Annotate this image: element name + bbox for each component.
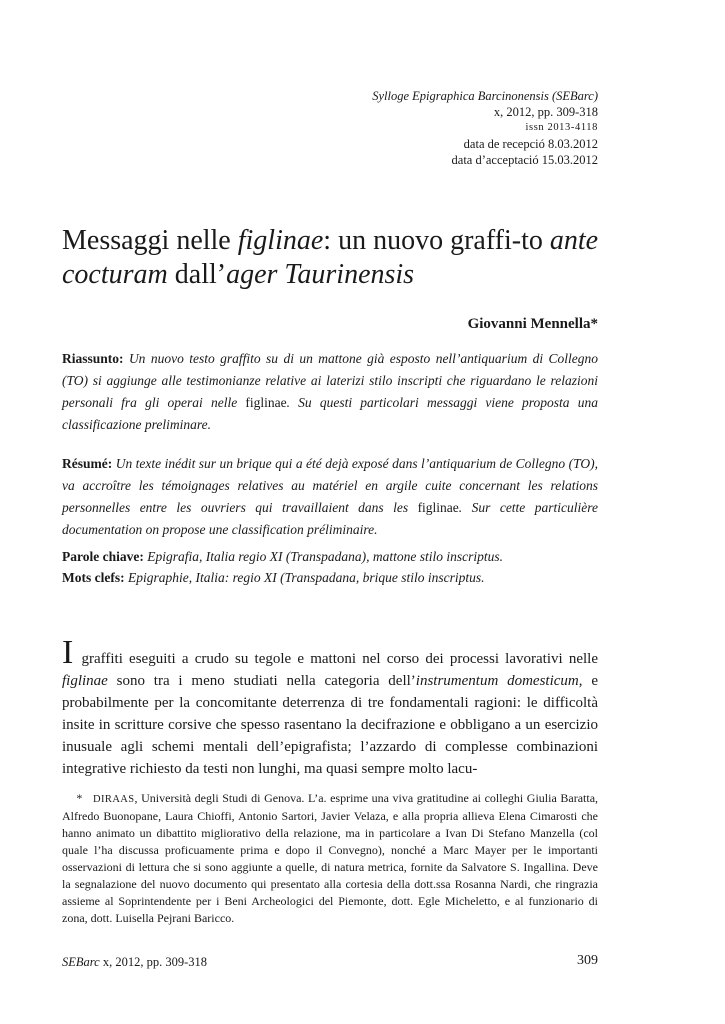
- keywords-label: Mots clefs: [62, 570, 121, 585]
- body-italic: figlinae: [62, 673, 108, 689]
- title-text: Messaggi nelle: [62, 225, 238, 256]
- title-text: : un nuovo graffi-to: [323, 225, 550, 256]
- footnote-org: DIRAAS: [93, 794, 135, 805]
- body-text: sono tra i meno studiati nella categoria dell’: [107, 673, 416, 689]
- journal-issn: issn 2013-4118: [525, 122, 598, 133]
- keywords-italian: Parole chiave: Epigrafia, Italia regio XI (Transpadana), mattone stilo inscriptus.: [62, 549, 503, 564]
- title-italic: ager Taurinensis: [226, 259, 415, 290]
- abstract-term: figlinae: [417, 500, 459, 515]
- keywords-french: Mots clefs: Epigraphie, Italia: regio XI (Transpadana, brique stilo inscriptus.: [62, 570, 485, 585]
- footer-journal: SEBarc: [62, 955, 100, 969]
- keywords-text: Epigrafia, Italia regio XI (Transpadana), mattone stilo inscriptus.: [147, 549, 503, 564]
- author-name: Giovanni Mennella*: [467, 316, 598, 332]
- abstract-label: Résumé: [62, 456, 108, 471]
- keywords-label: Parole chiave: [62, 549, 140, 564]
- page-number: 309: [577, 953, 598, 968]
- drop-cap: I: [62, 634, 74, 671]
- journal-volume: x, 2012, pp. 309-318: [493, 105, 598, 119]
- accepted-date: data d’acceptació 15.03.2012: [451, 153, 598, 167]
- footnote-text: , Università degli Studi di Genova. L’a. esprime una viva gratitudine ai colleghi Giulia Baratta, Alfredo Buonopane, Laura Chioffi, Antonio Sartori, Javier Velaza, e alla propria allieva Elena Cimarosti che hanno animato un dibattito migliorativo della relazione, ma in particolare a Ivan Di Stefano Manzella (col quale l’ha discussa proficuamente prima e dopo il Convegno), nonché a Marc Mayer per le importanti osservazioni di lettura che si sono aggiunte a quelle, di natura metrica, fornite da Salvatore S. Ingallina. Deve la segnalazione del nuovo documento qui presentato alla cortesia della dott.ssa Rosanna Nardi, che ringrazia assieme al Soprintendente per i Beni Archeologici del Piemonte, dott. Egle Micheletto, e al funzionario di zona, dott. Luisella Pejrani Baricco.: [62, 791, 599, 925]
- journal-name: Sylloge Epigraphica Barcinonensis (SEBarc): [372, 89, 598, 103]
- journal-header: [198, 88, 598, 168]
- abstract-text: . Su questi particolari messaggi viene proposta una classificazione preliminare.: [62, 395, 598, 432]
- title-text: dall’: [167, 259, 227, 290]
- title-italic: figlinae: [237, 225, 324, 256]
- footer-citation-text: x, 2012, pp. 309-318: [99, 955, 208, 969]
- abstract-italian: Riassunto: Un nuovo testo graffito su di un mattone già esposto nell’antiquarium di Collegno (TO) si aggiunge alle testimonianze relative ai laterizi stilo inscripti che riguardano le relazioni personali fra gli operai nelle figlinae. Su questi particolari messaggi viene proposta una classificazione preliminare.: [62, 351, 598, 432]
- title-italic: ante cocturam: [62, 225, 599, 290]
- received-date: data de recepció 8.03.2012: [463, 137, 598, 151]
- article-title: [62, 224, 622, 292]
- abstract-text: . Sur cette particulière documentation on propose une classification préliminaire.: [62, 500, 598, 537]
- body-text: graffiti eseguiti a crudo su tegole e mattoni nel corso dei processi lavorativi nelle: [75, 651, 598, 667]
- abstract-text: Un texte inédit sur un brique qui a été dejà exposé dans l’antiquarium de Collegno (TO), va accroître les témoignages relatives au matériel en argile cuite concernant les relations personnelles entre les ouvriers qui travaillaient dans les: [62, 456, 598, 515]
- body-italic: instrumentum domesticum: [415, 673, 579, 689]
- abstract-term: figlinae: [245, 395, 287, 410]
- keywords-text: Epigraphie, Italia: regio XI (Transpadana, brique stilo inscriptus.: [127, 570, 485, 585]
- footnote: [62, 790, 598, 927]
- abstract-french: Résumé: Un texte inédit sur un brique qui a été dejà exposé dans l’antiquarium de Collegno (TO), va accroître les témoignages relatives au matériel en argile cuite concernant les relations personnelles entre les ouvriers qui travaillaient dans les figlinae. Sur cette particulière documentation on propose une classification préliminaire.: [62, 456, 598, 537]
- abstract-label: Riassunto: [62, 351, 120, 366]
- body-text: , e probabilmente per la concomitante deterrenza di tre fondamentali ragioni: le difficoltà insite in scritture corsive che spesso rasentano la decifrazione e obbligano a un esercizio inusuale agli schemi mentali dell’epigrafista; l’azzardo di complesse combinazioni integrative richiesto da testi non lunghi, ma quasi sempre molto lacu-: [62, 673, 598, 777]
- footnote-mark: *: [76, 791, 83, 805]
- body-paragraph: [62, 634, 598, 780]
- abstract-text: Un nuovo testo graffito su di un mattone già esposto nell’antiquarium di Collegno (TO) si aggiunge alle testimonianze relative ai laterizi stilo inscripti che riguardano le relazioni personali fra gli operai nelle: [62, 351, 598, 410]
- footer-citation: [62, 955, 207, 970]
